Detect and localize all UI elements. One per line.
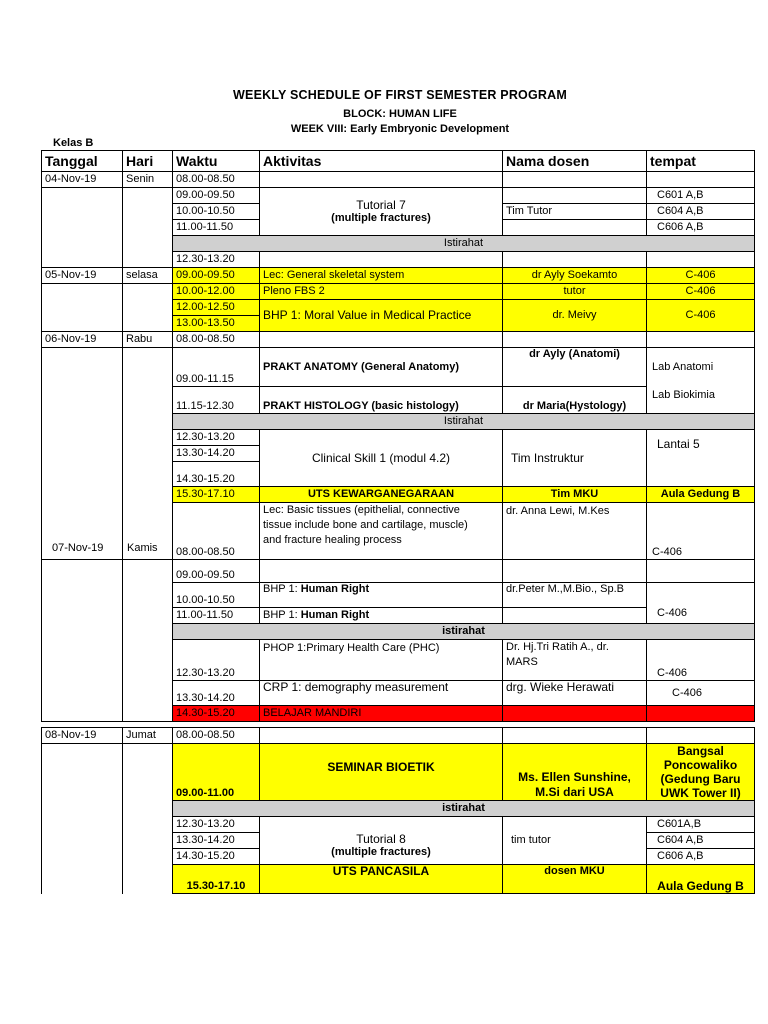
time-cell: 08.00-08.50 <box>173 332 260 348</box>
week-title: WEEK VIII: Early Embryonic Development <box>290 123 510 135</box>
place-cell: C-406 <box>647 640 755 681</box>
header-cell: tempat <box>647 151 755 172</box>
break-cell: Istirahat <box>173 414 755 430</box>
table-header-row <box>42 151 755 172</box>
day-cell: selasa <box>123 268 173 284</box>
activity-cell: Lec: Basic tissues (epithelial, connective tissue include bone and cartilage, muscle) and fracture healing process <box>260 503 503 560</box>
time-cell: 11.15-12.30 <box>173 387 260 414</box>
place-cell: C606 A,B <box>647 220 755 236</box>
table-row <box>42 560 755 583</box>
activity-cell: PHOP 1:Primary Health Care (PHC) <box>260 640 503 681</box>
lecturer-cell: Tim Tutor <box>503 204 647 220</box>
place-cell: C601A,B <box>647 817 755 833</box>
time-cell: 08.00-08.50 <box>173 172 260 188</box>
time-cell: 09.00-09.50 <box>173 188 260 204</box>
break-cell: istirahat <box>173 624 755 640</box>
place-cell: C604 A,B <box>647 833 755 849</box>
time-cell: 09.00-09.50 <box>173 560 260 583</box>
time-cell: 14.30-15.20 <box>173 706 260 722</box>
place-cell: C-406 <box>647 268 755 284</box>
time-cell: 10.00-10.50 <box>173 583 260 608</box>
place-cell: Lab Anatomi Lab Biokimia <box>647 348 755 414</box>
time-cell: 09.00-09.50 <box>173 268 260 284</box>
activity-cell: UTS KEWARGANEGARAAN <box>260 487 503 503</box>
lecturer-cell: Dr. Hj.Tri Ratih A., dr. MARS <box>503 640 647 681</box>
header-cell: Nama dosen <box>503 151 647 172</box>
date-cell: 04-Nov-19 <box>42 172 123 188</box>
place-cell: C601 A,B <box>647 188 755 204</box>
activity-cell: BHP 1: Moral Value in Medical Practice <box>260 300 503 332</box>
time-cell: 10.00-10.50 <box>173 204 260 220</box>
time-cell: 12.30-13.20 <box>173 430 260 446</box>
place-cell: C604 A,B <box>647 204 755 220</box>
activity-cell: Tutorial 8 (multiple fractures) <box>260 817 503 865</box>
header-cell: Waktu <box>173 151 260 172</box>
time-cell: 13.30-14.20 <box>173 681 260 706</box>
time-cell: 13.30-14.20 <box>173 833 260 849</box>
table-row <box>42 172 755 188</box>
time-cell: 09.00-11.00 <box>173 744 260 801</box>
date-cell: 07-Nov-19 <box>52 542 104 554</box>
class-label: Kelas B <box>53 137 94 149</box>
activity-cell: PRAKT ANATOMY (General Anatomy) <box>260 348 503 387</box>
activity-cell: Tutorial 7 (multiple fractures) <box>260 188 503 236</box>
time-cell: 10.00-12.00 <box>173 284 260 300</box>
time-cell: 13.00-13.50 <box>173 316 260 332</box>
lecturer-cell: dr Maria(Hystology) <box>503 387 647 414</box>
block-title: BLOCK: HUMAN LIFE <box>343 108 457 120</box>
time-cell: 15.30-17.10 <box>173 865 260 894</box>
schedule-table-continued <box>41 559 755 722</box>
schedule-title: WEEKLY SCHEDULE OF FIRST SEMESTER PROGRAM <box>233 88 567 102</box>
lecturer-cell: Tim MKU <box>503 487 647 503</box>
time-cell: 11.00-11.50 <box>173 608 260 624</box>
lecturer-cell: dr.Peter M.,M.Bio., Sp.B <box>503 583 647 608</box>
place-cell: C-406 <box>647 284 755 300</box>
activity-cell: CRP 1: demography measurement <box>260 681 503 706</box>
time-cell: 08.00-08.50 <box>173 503 260 560</box>
activity-cell: BHP 1: Human Right <box>260 608 503 624</box>
time-cell: 09.00-11.15 <box>173 348 260 387</box>
activity-cell: Lec: General skeletal system <box>260 268 503 284</box>
time-cell: 11.00-11.50 <box>173 220 260 236</box>
time-cell: 12.30-13.20 <box>173 817 260 833</box>
table-row <box>42 284 755 300</box>
schedule-table-friday <box>41 727 755 894</box>
time-cell: 14.30-15.20 <box>173 849 260 865</box>
place-cell: Aula Gedung B <box>647 487 755 503</box>
place-cell: C-406 <box>647 681 755 706</box>
date-cell: 06-Nov-19 <box>42 332 123 348</box>
activity-cell: BHP 1: Human Right <box>260 583 503 608</box>
lecturer-cell: dr Ayly (Anatomi) <box>503 348 647 387</box>
table-row <box>42 332 755 348</box>
activity-cell: UTS PANCASILA <box>260 865 503 894</box>
time-cell: 13.30-14.20 <box>173 446 260 462</box>
time-cell: 15.30-17.10 <box>173 487 260 503</box>
table-row <box>42 348 755 387</box>
activity-cell: Clinical Skill 1 (modul 4.2) <box>260 430 503 487</box>
place-cell: C-406 <box>647 503 755 560</box>
activity-cell: PRAKT HISTOLOGY (basic histology) <box>260 387 503 414</box>
time-cell: 14.30-15.20 <box>173 462 260 487</box>
date-cell: 08-Nov-19 <box>42 728 123 744</box>
lecturer-cell: dr. Anna Lewi, M.Kes <box>503 503 647 560</box>
day-cell: Rabu <box>123 332 173 348</box>
table-row <box>42 268 755 284</box>
lecturer-cell: drg. Wieke Herawati <box>503 681 647 706</box>
header-cell: Tanggal <box>42 151 123 172</box>
place-cell: C-406 <box>647 300 755 332</box>
lecturer-cell: tim tutor <box>503 817 647 865</box>
place-cell: C606 A,B <box>647 849 755 865</box>
break-cell: Istirahat <box>173 236 755 252</box>
table-row <box>42 728 755 744</box>
place-cell: Aula Gedung B <box>647 865 755 894</box>
header-cell: Aktivitas <box>260 151 503 172</box>
time-cell: 08.00-08.50 <box>173 728 260 744</box>
schedule-table <box>41 150 755 560</box>
lecturer-cell: Tim Instruktur <box>503 430 647 487</box>
activity-cell: BELAJAR MANDIRI <box>260 706 503 722</box>
place-cell: C-406 <box>647 583 755 624</box>
day-cell: Jumat <box>123 728 173 744</box>
place-cell: Lantai 5 <box>647 430 755 487</box>
date-cell: 05-Nov-19 <box>42 268 123 284</box>
day-cell: Kamis <box>127 542 158 554</box>
day-cell: Senin <box>123 172 173 188</box>
lecturer-cell: dr Ayly Soekamto <box>503 268 647 284</box>
lecturer-cell: tutor <box>503 284 647 300</box>
break-cell: istirahat <box>173 801 755 817</box>
time-cell: 12.00-12.50 <box>173 300 260 316</box>
place-cell: Bangsal Poncowaliko (Gedung Baru UWK Tower II) <box>647 744 755 801</box>
table-row <box>42 188 755 204</box>
activity-cell: SEMINAR BIOETIK <box>260 744 503 801</box>
time-cell: 12.30-13.20 <box>173 640 260 681</box>
activity-cell: Pleno FBS 2 <box>260 284 503 300</box>
lecturer-cell: dosen MKU <box>503 865 647 894</box>
lecturer-cell: dr. Meivy <box>503 300 647 332</box>
header-cell: Hari <box>123 151 173 172</box>
time-cell: 12.30-13.20 <box>173 252 260 268</box>
lecturer-cell: Ms. Ellen Sunshine, M.Si dari USA <box>503 744 647 801</box>
table-row <box>42 744 755 801</box>
